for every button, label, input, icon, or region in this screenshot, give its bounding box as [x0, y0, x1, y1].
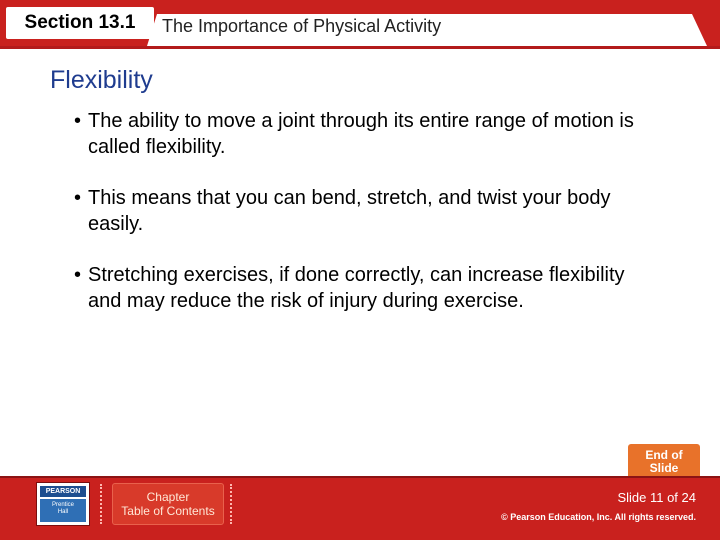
bullet-text: Stretching exercises, if done correctly, can increase flexibility and may reduce the risk of injury during exercise.	[88, 264, 625, 312]
logo-bottom-line2: Hall	[57, 509, 69, 515]
header-divider	[0, 46, 720, 49]
bullet-dot: •	[74, 187, 82, 209]
logo-bottom	[40, 499, 86, 522]
bullet-dot: •	[74, 264, 82, 286]
footer-bar	[0, 478, 720, 540]
copyright-notice: © Pearson Education, Inc. All rights reserved.	[501, 512, 696, 522]
section-label: Section 13.1	[24, 12, 136, 33]
bullet-text: The ability to move a joint through its entire range of motion is called flexibility.	[88, 110, 634, 158]
pearson-logo	[36, 482, 90, 526]
end-of-slide-line2: Slide	[649, 461, 679, 475]
slide-title: Flexibility	[50, 66, 153, 94]
bullet-item	[74, 262, 654, 314]
logo-bottom-line1: Prentice	[51, 502, 74, 508]
slide-counter: Slide 11 of 24	[617, 490, 696, 505]
toc-line2: Table of Contents	[121, 504, 215, 518]
chapter-toc-button[interactable]	[112, 483, 224, 525]
logo-top-text: PEARSON	[40, 486, 86, 497]
bullet-text: This means that you can bend, stretch, and twist your body easily.	[88, 187, 611, 235]
bullet-list	[74, 108, 654, 339]
header-title: The Importance of Physical Activity	[162, 16, 442, 36]
bullet-item	[74, 108, 654, 160]
toc-line1: Chapter	[146, 490, 190, 504]
section-tab	[6, 7, 154, 39]
bullet-item	[74, 185, 654, 237]
bullet-dot: •	[74, 110, 82, 132]
end-of-slide-button[interactable]	[628, 444, 700, 480]
end-of-slide-line1: End of	[645, 448, 683, 462]
footer-separator	[100, 484, 104, 524]
footer-separator	[230, 484, 234, 524]
